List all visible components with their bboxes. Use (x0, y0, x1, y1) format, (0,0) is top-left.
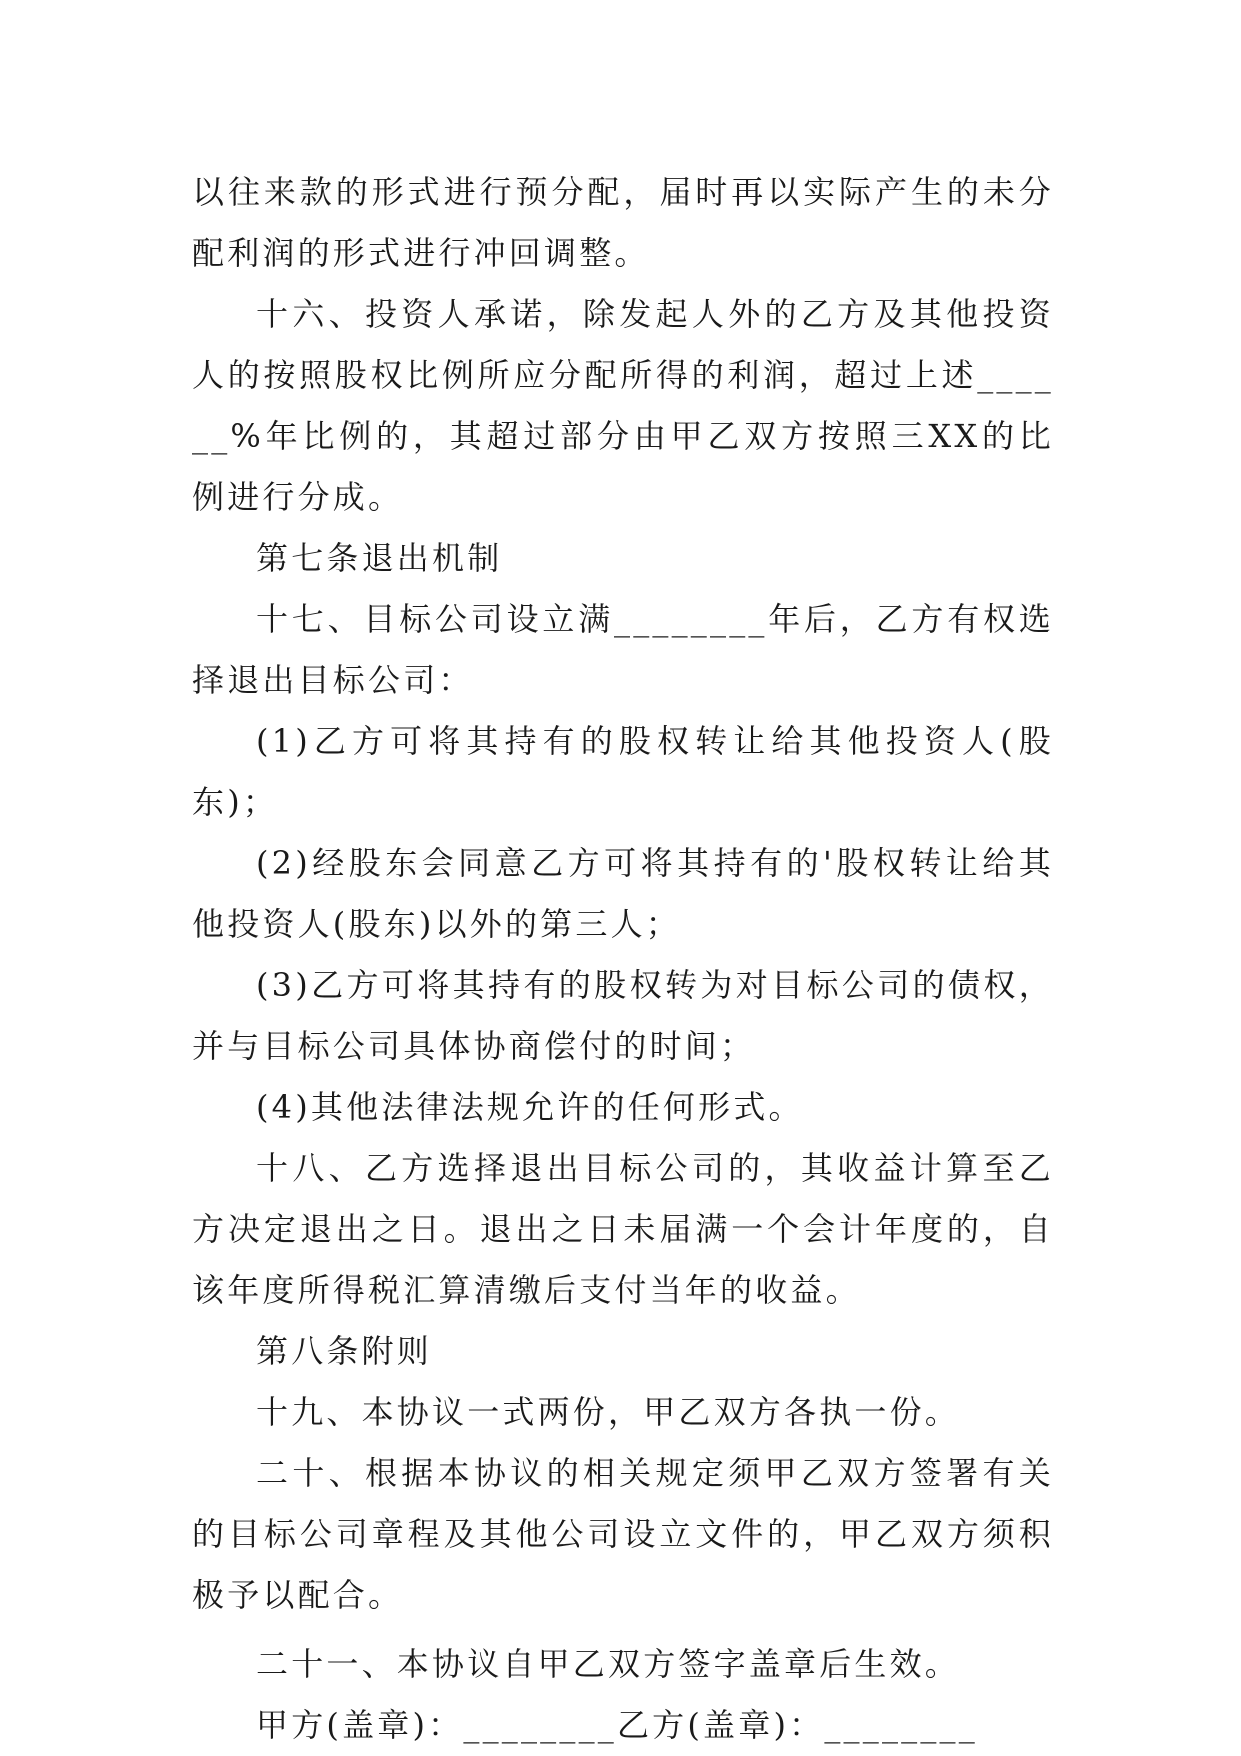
clause-17-item-3: (3)乙方可将其持有的股权转为对目标公司的债权，并与目标公司具体协商偿付的时间； (192, 966, 1054, 1065)
clause-17-item-4: (4)其他法律法规允许的任何形式。 (256, 1088, 804, 1126)
clause-19: 十九、本协议一式两份，甲乙双方各执一份。 (256, 1393, 961, 1431)
clause-18: 十八、乙方选择退出目标公司的，其收益计算至乙方决定退出之日。退出之日未届满一个会计年度的，自该年度所得税汇算清缴后支付当年的收益。 (192, 1149, 1054, 1309)
clause-17: 十七、目标公司设立满________年后，乙方有权选择退出目标公司： (192, 600, 1054, 699)
section-heading-article-7: 第七条退出机制 (256, 539, 503, 577)
section-heading-article-8: 第八条附则 (256, 1332, 433, 1370)
clause-17-item-1: (1)乙方可将其持有的股权转让给其他投资人(股东)； (192, 722, 1054, 821)
document-body (192, 162, 1054, 1756)
clause-21: 二十一、本协议自甲乙双方签字盖章后生效。 (256, 1645, 961, 1683)
signature-line: 甲方(盖章)：________乙方(盖章)：________ (256, 1706, 978, 1744)
clause-20: 二十、根据本协议的相关规定须甲乙双方签署有关的目标公司章程及其他公司设立文件的，甲乙双方须积极予以配合。 (192, 1454, 1054, 1614)
clause-16: 十六、投资人承诺，除发起人外的乙方及其他投资人的按照股权比例所应分配所得的利润，超过上述______%年比例的，其超过部分由甲乙双方按照三XX的比例进行分成。 (192, 295, 1054, 516)
clause-17-item-2: (2)经股东会同意乙方可将其持有的'股权转让给其他投资人(股东)以外的第三人； (192, 844, 1054, 943)
paragraph-continuation: 以往来款的形式进行预分配，届时再以实际产生的未分配利润的形式进行冲回调整。 (192, 173, 1054, 272)
